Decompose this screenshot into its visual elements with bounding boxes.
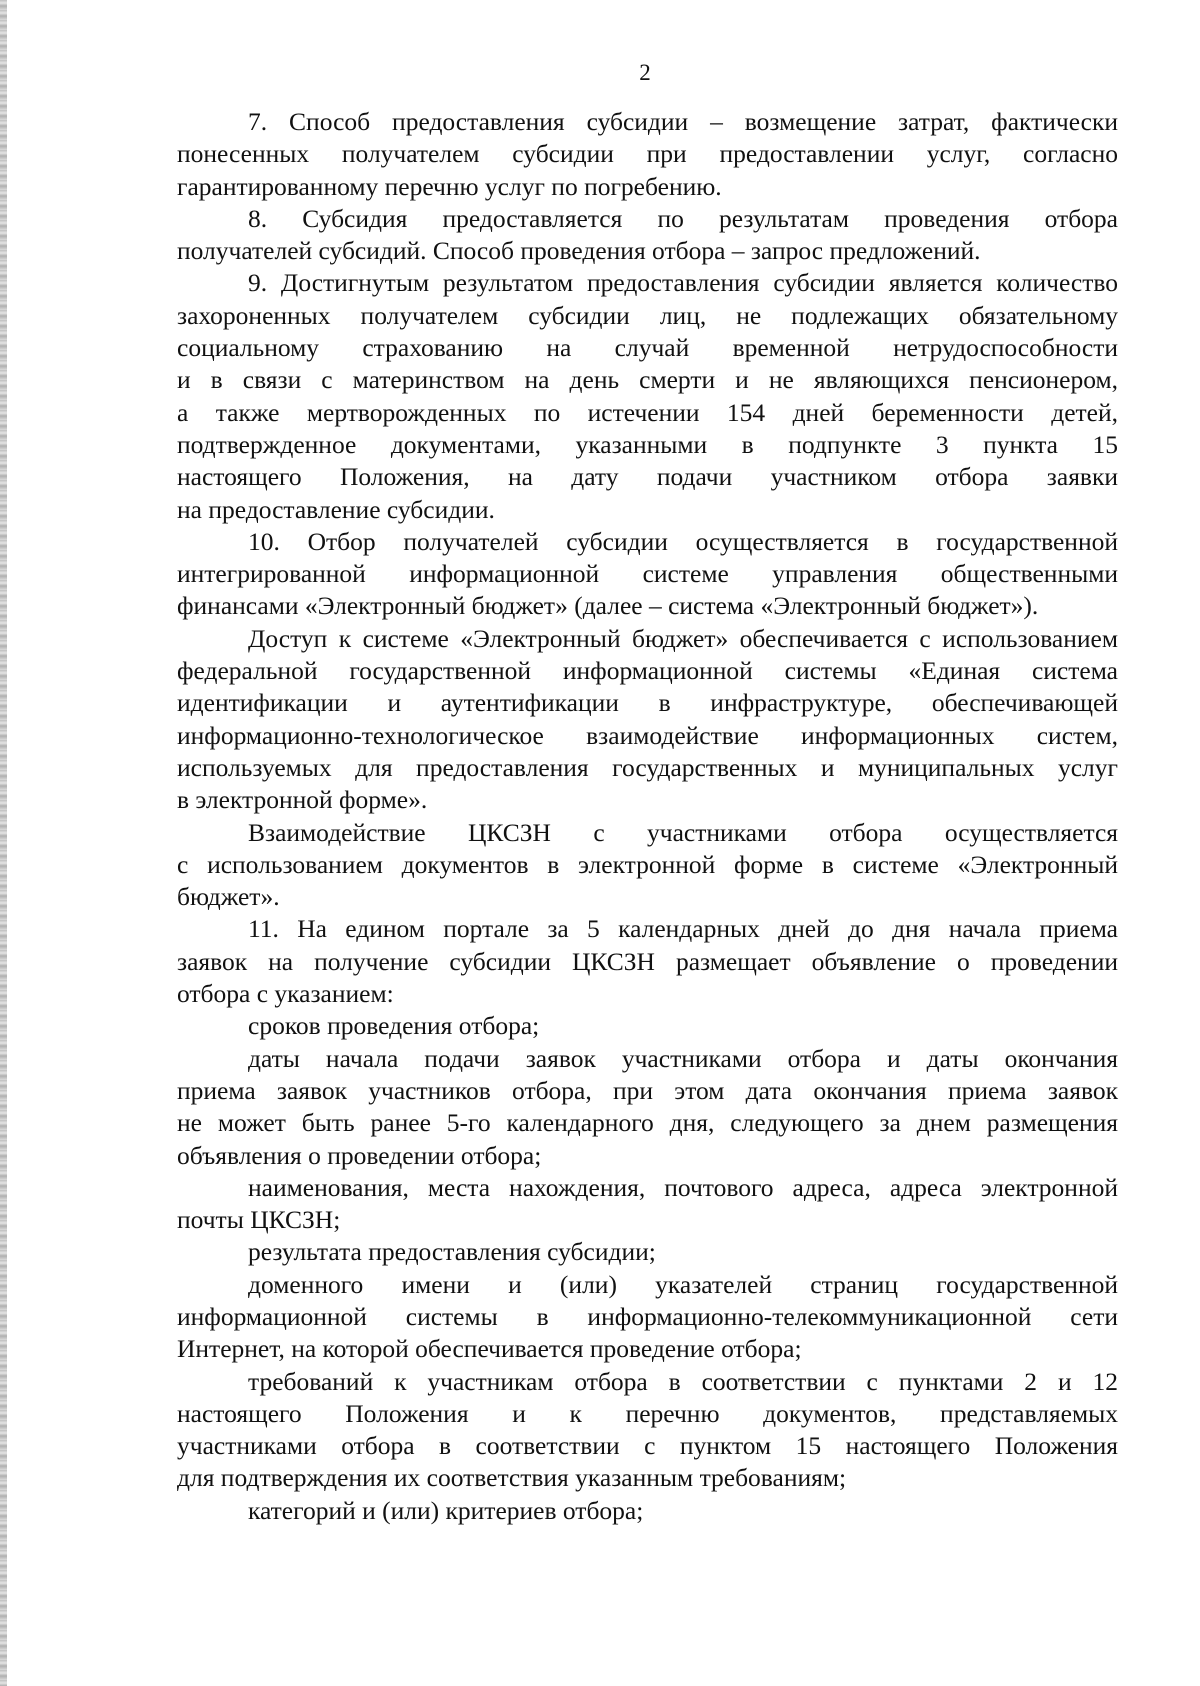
text-line: даты начала подачи заявок участниками отбора и даты окончания xyxy=(248,1043,1118,1073)
paragraph-p10-interaction xyxy=(177,817,1118,914)
text-line: понесенных получателем субсидии при предоставлении услуг, согласно xyxy=(177,139,1118,169)
text-line: и в связи с материнством на день смерти и не являющихся пенсионером, xyxy=(177,365,1118,395)
text-line: 8. Субсидия предоставляется по результатам проведения отбора xyxy=(248,203,1118,233)
text-line: Доступ к системе «Электронный бюджет» обеспечивается с использованием xyxy=(248,623,1118,653)
text-line: информационной системы в информационно-телекоммуникационной сети xyxy=(177,1301,1118,1331)
paragraph-p11-dates xyxy=(177,1043,1118,1172)
text-line: социальному страхованию на случай временной нетрудоспособности xyxy=(177,333,1118,363)
paragraph-p11-categories xyxy=(177,1495,1118,1527)
text-line: используемых для предоставления государственных и муниципальных услуг xyxy=(177,752,1118,782)
document-body xyxy=(177,106,1118,1527)
text-line: а также мертворожденных по истечении 154 дней беременности детей, xyxy=(177,397,1118,427)
text-line: настоящего Положения, на дату подачи участником отбора заявки xyxy=(177,462,1118,492)
paragraph-p11 xyxy=(177,913,1118,1010)
paragraph-p7 xyxy=(177,106,1118,203)
text-line: сроков проведения отбора; xyxy=(248,1011,540,1041)
text-line: требований к участникам отбора в соответствии с пунктами 2 и 12 xyxy=(248,1366,1118,1396)
text-line: Взаимодействие ЦКСЗН с участниками отбора осуществляется xyxy=(248,817,1118,847)
text-line: гарантированному перечню услуг по погребению. xyxy=(177,171,722,201)
text-line: 10. Отбор получателей субсидии осуществляется в государственной xyxy=(248,526,1118,556)
text-line: для подтверждения их соответствия указанным требованиям; xyxy=(177,1463,847,1493)
text-line: отбора с указанием: xyxy=(177,979,394,1009)
text-line: получателей субсидий. Способ проведения отбора – запрос предложений. xyxy=(177,236,981,266)
text-line: категорий и (или) критериев отбора; xyxy=(248,1495,644,1525)
text-line: настоящего Положения и к перечню документов, представляемых xyxy=(177,1398,1118,1428)
text-line: участниками отбора в соответствии с пунктом 15 настоящего Положения xyxy=(177,1431,1118,1461)
paragraph-p9 xyxy=(177,267,1118,525)
text-line: 9. Достигнутым результатом предоставления субсидии является количество xyxy=(248,268,1118,298)
paragraph-p11-name xyxy=(177,1172,1118,1237)
paragraph-p8 xyxy=(177,203,1118,268)
text-line: почты ЦКСЗН; xyxy=(177,1205,341,1235)
text-line: не может быть ранее 5-го календарного дня, следующего за днем размещения xyxy=(177,1108,1118,1138)
text-line: результата предоставления субсидии; xyxy=(248,1237,656,1267)
text-line: заявок на получение субсидии ЦКСЗН размещает объявление о проведении xyxy=(177,946,1118,976)
text-line: финансами «Электронный бюджет» (далее – система «Электронный бюджет»). xyxy=(177,591,1039,621)
text-line: информационно-технологическое взаимодействие информационных систем, xyxy=(177,720,1118,750)
text-line: на предоставление субсидии. xyxy=(177,494,495,524)
page-number: 2 xyxy=(639,60,651,85)
paragraph-p10-access xyxy=(177,623,1118,817)
text-line: Интернет, на которой обеспечивается проведение отбора; xyxy=(177,1334,802,1364)
paragraph-p11-terms xyxy=(177,1010,1118,1042)
text-line: подтвержденное документами, указанными в подпункте 3 пункта 15 xyxy=(177,429,1118,459)
paragraph-p11-domain xyxy=(177,1269,1118,1366)
text-line: в электронной форме». xyxy=(177,785,428,815)
text-line: объявления о проведении отбора; xyxy=(177,1140,542,1170)
text-line: интегрированной информационной системе управления общественными xyxy=(177,559,1118,589)
text-line: 7. Способ предоставления субсидии – возмещение затрат, фактически xyxy=(248,107,1118,136)
text-line: федеральной государственной информационной системы «Единая система xyxy=(177,656,1118,686)
text-line: 11. На едином портале за 5 календарных дней до дня начала приема xyxy=(248,914,1118,944)
paragraph-p11-result xyxy=(177,1236,1118,1268)
paragraph-p10 xyxy=(177,526,1118,623)
text-line: бюджет». xyxy=(177,882,280,912)
text-line: захороненных получателем субсидии лиц, не подлежащих обязательному xyxy=(177,300,1118,330)
text-line: доменного имени и (или) указателей страниц государственной xyxy=(248,1269,1118,1299)
paragraph-p11-requirements xyxy=(177,1366,1118,1495)
text-line: наименования, места нахождения, почтового адреса, адреса электронной xyxy=(248,1172,1118,1202)
text-line: идентификации и аутентификации в инфраструктуре, обеспечивающей xyxy=(177,688,1118,718)
text-line: приема заявок участников отбора, при этом дата окончания приема заявок xyxy=(177,1075,1118,1105)
text-line: с использованием документов в электронной форме в системе «Электронный xyxy=(177,849,1118,879)
